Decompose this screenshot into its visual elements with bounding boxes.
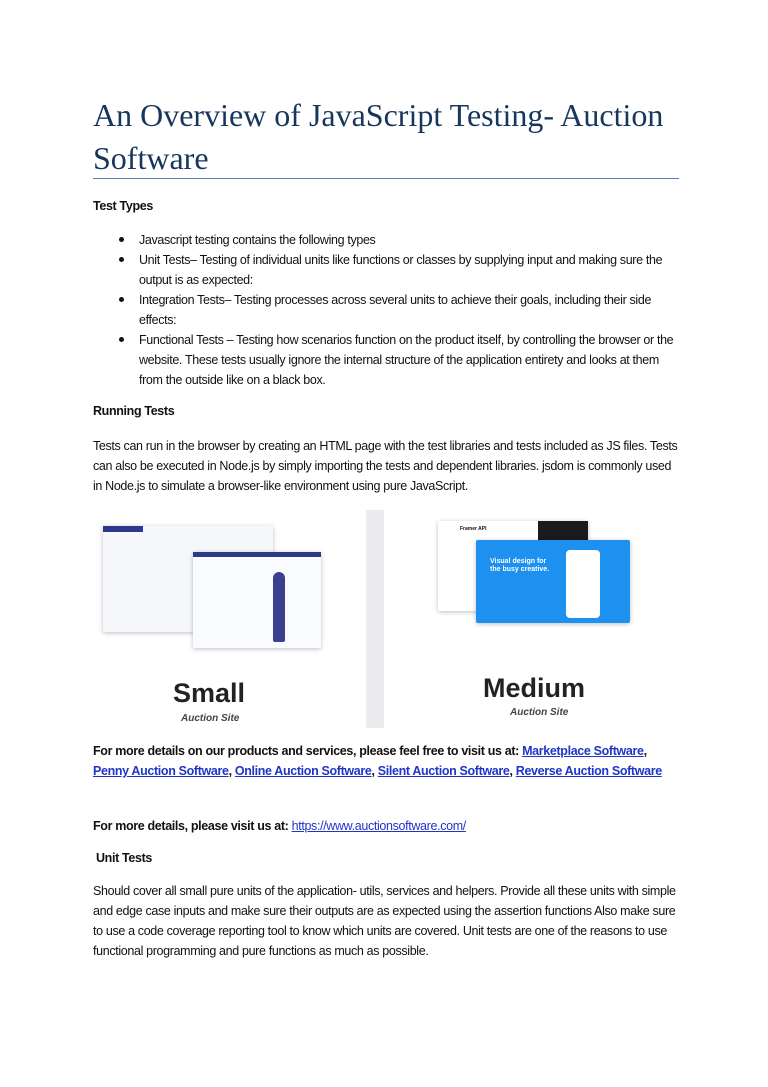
medium-card-title: Framer API bbox=[460, 526, 487, 532]
small-label: Small bbox=[173, 678, 246, 708]
unit-tests-paragraph: Should cover all small pure units of the application- utils, services and helpers. Provide all these units with simple and edge case inputs and make sure their outputs are as expected using the assertion functions Also make sure to use a code coverage reporting tool to know which units are covered. Unit tests are one of the reasons to use functional programming and pure functions as much as possible. bbox=[93, 884, 676, 958]
auction-site-image bbox=[93, 510, 679, 728]
small-sublabel: Auction Site bbox=[181, 713, 240, 724]
visit-line bbox=[93, 816, 679, 836]
list-item: Integration Tests– Testing processes across several units to achieve their goals, including their side effects: bbox=[93, 290, 679, 330]
title-divider bbox=[93, 178, 679, 179]
visit-label: For more details, please visit us at: bbox=[93, 819, 289, 833]
link-reverse-auction-software[interactable]: Reverse Auction Software bbox=[515, 764, 662, 778]
medium-label: Medium bbox=[483, 673, 586, 703]
link-marketplace-software[interactable]: Marketplace Software bbox=[522, 744, 644, 758]
link-silent-auction-software[interactable]: Silent Auction Software bbox=[377, 764, 510, 778]
website-link[interactable]: https://www.auctionsoftware.com/ bbox=[291, 819, 466, 833]
list-item: Functional Tests – Testing how scenarios function on the product itself, by controlling the browser or the website. These tests usually ignore the internal structure of the application entirety and looks at them from the outside like on a black box. bbox=[93, 330, 679, 390]
medium-sublabel: Auction Site bbox=[510, 707, 569, 718]
small-site-screenshot-front bbox=[193, 552, 321, 648]
heading-test-types: Test Types bbox=[93, 199, 153, 213]
page-title: An Overview of JavaScript Testing- Auction Software bbox=[93, 97, 664, 176]
links-paragraph: For more details on our products and services, please feel free to visit us at: Marketplace Software, Penny Auction Software, Online Auction Software, Silent Auction Software, Reverse Auction Software bbox=[93, 744, 662, 778]
list-item: Javascript testing contains the following types bbox=[93, 230, 679, 250]
medium-site-banner bbox=[476, 540, 630, 623]
heading-unit-tests: Unit Tests bbox=[96, 851, 152, 865]
links-intro: For more details on our products and services, please feel free to visit us at: bbox=[93, 744, 519, 758]
heading-running-tests: Running Tests bbox=[93, 404, 175, 418]
link-penny-auction-software[interactable]: Penny Auction Software bbox=[93, 764, 229, 778]
list-item: Unit Tests– Testing of individual units like functions or classes by supplying input and making sure the output is as expected: bbox=[93, 250, 679, 290]
link-online-auction-software[interactable]: Online Auction Software bbox=[234, 764, 372, 778]
test-types-list bbox=[93, 230, 679, 390]
medium-banner-text: Visual design for the busy creative. bbox=[490, 558, 550, 573]
image-separator bbox=[366, 510, 384, 728]
running-tests-paragraph: Tests can run in the browser by creating an HTML page with the test libraries and tests included as JS files. Tests can also be executed in Node.js by simply importing the tests and dependent libraries. jsdom is commonly used in Node.js to simulate a browser-like environment using pure JavaScript. bbox=[93, 439, 678, 493]
